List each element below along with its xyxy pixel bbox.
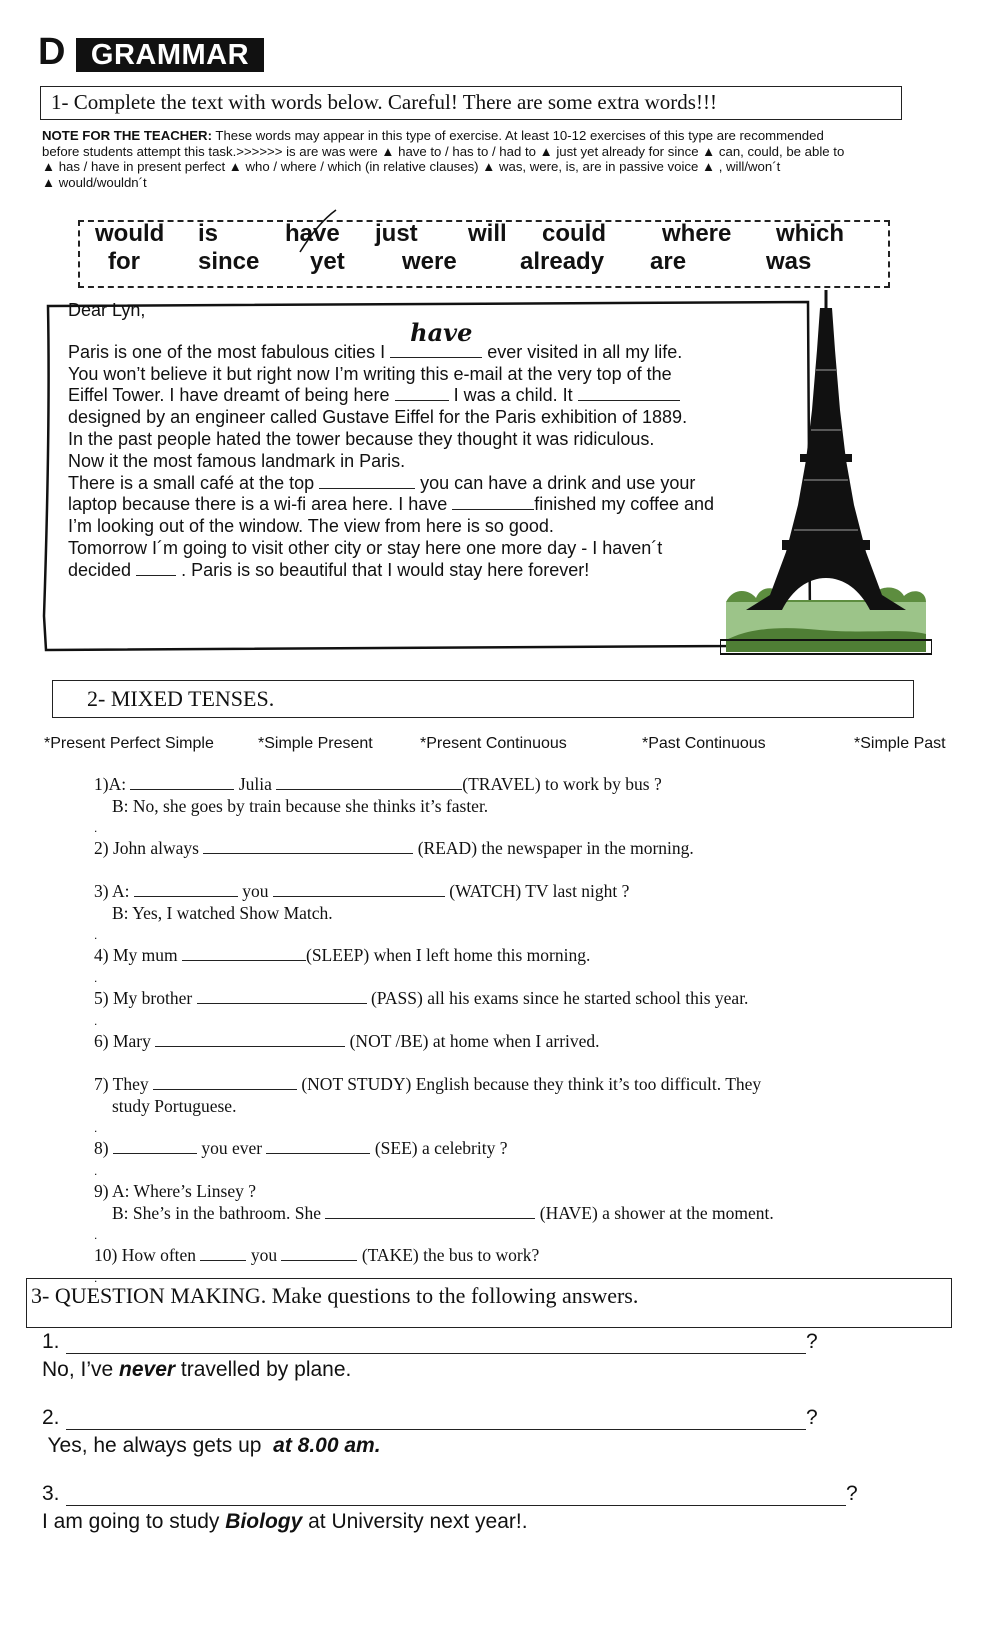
blank-4[interactable]: [319, 473, 415, 489]
word-already: already: [520, 248, 605, 275]
letter-line-6: Now it the most famous landmark in Paris.: [68, 450, 406, 471]
letter-line-9: I’m looking out of the window. The view from here is so good.: [68, 516, 554, 537]
question-1: [94, 774, 662, 795]
page-title: GRAMMAR: [76, 38, 264, 72]
tense-present-perfect: *Present Perfect Simple: [44, 735, 214, 752]
word-for: for: [108, 248, 140, 275]
question-6: [94, 1031, 600, 1052]
q6-label: 6) Mary: [94, 1031, 151, 1051]
q2-label: 2) John always: [94, 838, 199, 858]
note-label: NOTE FOR THE TEACHER:: [42, 128, 212, 143]
qm-2-number: 2.: [42, 1406, 60, 1429]
section3-title-box: [26, 1278, 952, 1328]
letter-line-7b: you can have a drink and use your: [420, 472, 696, 493]
qm-2-answer-bold: at 8.00 am.: [273, 1434, 381, 1457]
q8-blank-b[interactable]: [266, 1138, 370, 1154]
qm-3-answer-bold: Biology: [225, 1510, 303, 1533]
qm-3-question-mark: ?: [846, 1482, 858, 1505]
note-line-2: before students attempt this task.>>>>>> is are was were ▲ have to / has to / had to ▲ just yet already for since ▲ can, could, be able to: [42, 143, 845, 159]
question-10: [94, 1245, 539, 1266]
blank-2[interactable]: [395, 385, 449, 401]
q3-blank-a[interactable]: [134, 881, 238, 897]
question-7: [94, 1074, 761, 1095]
q2-blank[interactable]: [203, 838, 413, 854]
question-8: [94, 1138, 507, 1159]
letter-line-5: In the past people hated the tower because they thought it was ridiculous.: [68, 428, 655, 449]
q8-label: 8): [94, 1138, 109, 1158]
blank-3[interactable]: [578, 385, 680, 401]
q10-verb: (TAKE) the bus to work?: [361, 1245, 540, 1265]
q9-answer: [112, 1203, 774, 1224]
q3-verb: (WATCH) TV last night ?: [449, 881, 630, 901]
q10-subject: you: [250, 1245, 278, 1265]
section3-title: 3- QUESTION MAKING. Make questions to the following answers.: [31, 1283, 639, 1308]
qm-2-answer-pre: Yes, he always gets up: [42, 1434, 274, 1457]
letter-line-1b: ever visited in all my life.: [487, 341, 683, 362]
letter-line-10: Tomorrow I´m going to visit other city or stay here one more day - I haven´t: [68, 537, 663, 558]
dot-5: .: [94, 1014, 98, 1028]
letter-line-11a: decided: [68, 559, 132, 580]
qm-3-answer: [42, 1510, 528, 1534]
qm-2-line[interactable]: [66, 1428, 806, 1430]
q9-text: B: She’s in the bathroom. She: [112, 1203, 322, 1223]
word-bank: [78, 220, 890, 288]
qm-3-answer-pre: I am going to study: [42, 1510, 226, 1533]
q6-blank[interactable]: [155, 1031, 345, 1047]
q9-blank[interactable]: [325, 1203, 535, 1219]
blank-6[interactable]: [136, 560, 176, 576]
qm-2-answer: [42, 1434, 381, 1458]
letter-line-7a: There is a small café at the top: [68, 472, 315, 493]
tense-simple-present: *Simple Present: [258, 735, 373, 752]
q5-verb: (PASS) all his exams since he started school this year.: [370, 988, 749, 1008]
qm-1-answer-pre: No, I’ve: [42, 1358, 120, 1381]
letter-line-1a: Paris is one of the most fabulous cities I: [68, 341, 386, 362]
q1-subject: Julia: [238, 774, 272, 794]
word-yet: yet: [310, 248, 345, 275]
q3-answer: B: Yes, I watched Show Match.: [112, 903, 333, 923]
letter-line-11b: . Paris is so beautiful that I would stay here forever!: [181, 559, 590, 580]
q4-verb: (SLEEP) when I left home this morning.: [306, 945, 591, 965]
blank-5[interactable]: [452, 494, 534, 510]
letter-line-4: designed by an engineer called Gustave Eiffel for the Paris exhibition of 1889.: [68, 407, 688, 428]
q7-blank[interactable]: [153, 1074, 297, 1090]
letter-line-3b: I was a child. It: [453, 385, 573, 406]
note-line-3: ▲ has / have in present perfect ▲ who / where / which (in relative clauses) ▲ was, were, is, are in passive voice ▲ , will/won´t: [42, 159, 781, 174]
tense-past-continuous: *Past Continuous: [642, 735, 766, 752]
note-line-1: These words may appear in this type of exercise. At least 10-12 exercises of this type are recommended: [211, 128, 824, 143]
q3-label: 3) A:: [94, 881, 130, 901]
qm-1-answer-bold: never: [119, 1358, 176, 1381]
note-line-4: ▲ would/wouldn´t: [42, 174, 147, 190]
word-which: which: [776, 220, 845, 247]
letter-greeting: Dear Lyn,: [68, 300, 146, 320]
qm-1-number: 1.: [42, 1330, 60, 1353]
word-will: will: [468, 220, 507, 247]
q8-blank-a[interactable]: [113, 1138, 197, 1154]
qm-2-question-mark: ?: [806, 1406, 818, 1429]
q7-label: 7) They: [94, 1074, 149, 1094]
q8-verb: (SEE) a celebrity ?: [374, 1138, 508, 1158]
word-have: have: [285, 220, 340, 247]
qm-1-answer-post: travelled by plane.: [175, 1358, 352, 1381]
dot-8: .: [94, 1164, 98, 1178]
q9-verb: (HAVE) a shower at the moment.: [539, 1203, 774, 1223]
q7-continuation: study Portuguese.: [112, 1096, 237, 1116]
q3-blank-b[interactable]: [273, 881, 445, 897]
tense-present-continuous: *Present Continuous: [420, 735, 567, 752]
dot-4: .: [94, 971, 98, 985]
word-where: where: [662, 220, 732, 247]
q6-verb: (NOT /BE) at home when I arrived.: [349, 1031, 600, 1051]
q10-blank-a[interactable]: [200, 1245, 246, 1261]
section1-title: 1- Complete the text with words below. Careful! There are some extra words!!!: [51, 90, 717, 114]
qm-3-number: 3.: [42, 1482, 60, 1505]
word-is: is: [198, 220, 219, 247]
dot-7: .: [94, 1121, 98, 1135]
tense-simple-past: *Simple Past: [854, 735, 946, 752]
question-9: 9) A: Where’s Linsey ?: [94, 1181, 256, 1201]
blank-1-answer: have: [410, 317, 473, 347]
q2-verb: (READ) the newspaper in the morning.: [417, 838, 694, 858]
eiffel-tower-icon: [720, 290, 932, 656]
letter-line-2: You won’t believe it but right now I’m writing this e-mail at the very top of the: [68, 363, 672, 384]
qm-3-answer-post: at University next year!.: [302, 1510, 528, 1533]
blank-1[interactable]: [390, 317, 482, 358]
word-could: could: [542, 220, 606, 247]
q4-blank[interactable]: [182, 945, 306, 961]
letter-line-8b: finished my coffee and: [534, 494, 715, 515]
qm-3-line[interactable]: [66, 1504, 846, 1506]
letter-body: [68, 300, 748, 582]
letter-line-3a: Eiffel Tower. I have dreamt of being here: [68, 385, 390, 406]
q10-label: 10) How often: [94, 1245, 197, 1265]
q4-label: 4) My mum: [94, 945, 178, 965]
dot-1: .: [94, 821, 98, 835]
q10-blank-b[interactable]: [281, 1245, 357, 1261]
q3-subject: you: [242, 881, 269, 901]
q1-blank-a[interactable]: [130, 774, 234, 790]
q1-label: 1)A:: [94, 774, 127, 794]
question-5: [94, 988, 748, 1009]
q1-answer: B: No, she goes by train because she thinks it’s faster.: [112, 796, 489, 816]
q8-subject: you ever: [201, 1138, 263, 1158]
qm-1-question-mark: ?: [806, 1330, 818, 1353]
q7-verb: (NOT STUDY) English because they think it’s too difficult. They: [301, 1074, 762, 1094]
question-3: [94, 881, 629, 902]
q5-label: 5) My brother: [94, 988, 193, 1008]
question-2: [94, 838, 694, 859]
word-just: just: [375, 220, 418, 247]
word-were: were: [402, 248, 457, 275]
word-since: since: [198, 248, 260, 275]
section2-title-box: [52, 680, 914, 718]
word-was: was: [766, 248, 812, 275]
dot-10: .: [94, 1271, 98, 1285]
word-are: are: [650, 248, 687, 275]
dot-3: .: [94, 928, 98, 942]
section-letter: D: [38, 31, 66, 73]
question-4: [94, 945, 590, 966]
section1-title-box: [40, 86, 902, 120]
q5-blank[interactable]: [197, 988, 367, 1004]
letter-line-8a: laptop because there is a wi-fi area here. I have: [68, 494, 448, 515]
teacher-note: [42, 128, 962, 190]
qm-1-answer: [42, 1358, 351, 1382]
dot-9: .: [94, 1228, 98, 1242]
q1-blank-b[interactable]: [276, 774, 462, 790]
qm-1-line[interactable]: [66, 1352, 806, 1354]
q1-verb: (TRAVEL) to work by bus ?: [462, 774, 662, 794]
word-would: would: [95, 220, 165, 247]
section2-title: 2- MIXED TENSES.: [87, 686, 275, 711]
